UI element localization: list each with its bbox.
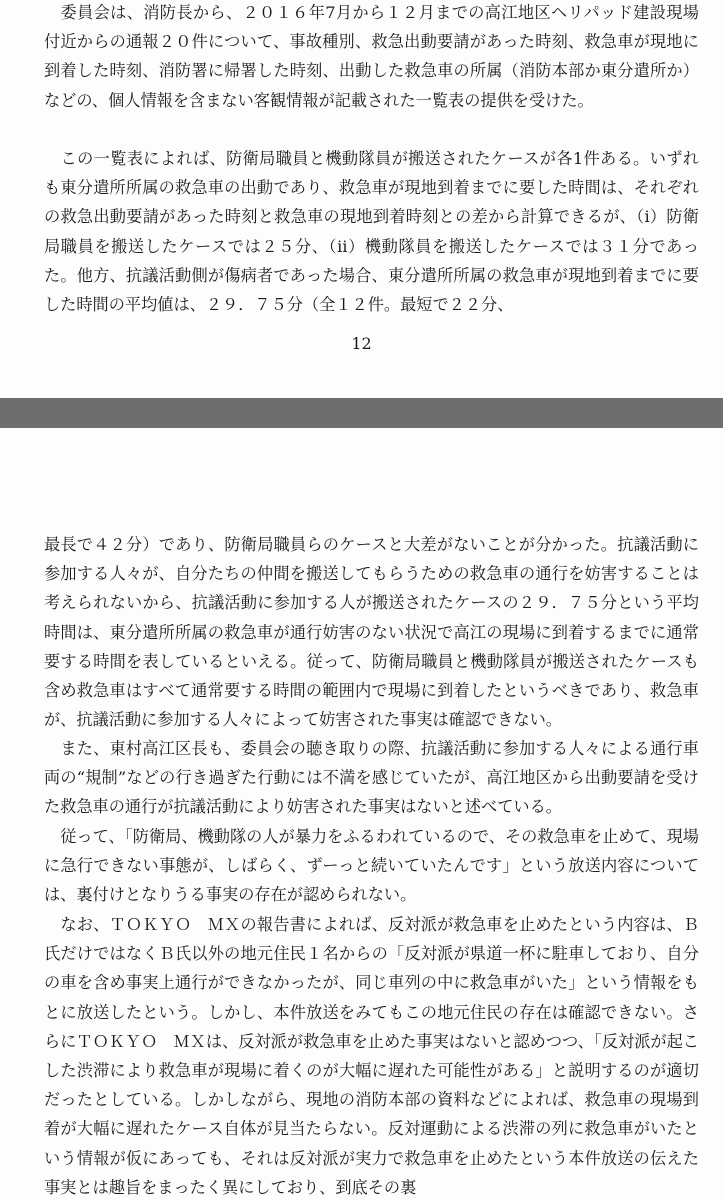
paragraph-district-head-statement: また、東村高江区長も、委員会の聴き取りの際、抗議活動に参加する人々による通行車両の“規制”などの行き過ぎた行動には不満を感じていたが、高江地区から出動要請を受けた救急車の通行が抗議活動により妨害された事実はないと述べている。 bbox=[44, 739, 699, 817]
page-number: 12 bbox=[351, 334, 372, 353]
document-page-upper bbox=[0, 0, 723, 398]
document-page-lower bbox=[0, 428, 723, 1200]
paragraph-broadcast-unsupported: 従って、「防衛局、機動隊の人が暴力をふるわれているので、その救急車を止めて、現場に急行できない事態が、しばらく、ずーっと続いていたんです」という放送内容については、裏付けとなりうる事実の存在が認められない。 bbox=[44, 827, 699, 905]
page-separator bbox=[0, 398, 723, 428]
paragraph-committee-data-request: 委員会は、消防長から、２０１６年7月から１２月までの高江地区ヘリパッド建設現場付近からの通報２０件について、事故種別、救急出動要請があった時刻、救急車が現地に到着した時刻、消防署に帰署した時刻、出動した救急車の所属（消防本部か東分遣所か）などの、個人情報を含まない客観情報が記載された一覧表の提供を受けた。 bbox=[44, 3, 699, 110]
paragraph-average-time-conclusion: 最長で４２分）であり、防衛局職員らのケースと大差がないことが分かった。抗議活動に参加する人々が、自分たちの仲間を搬送してもらうための救急車の通行を妨害することは考えられないから、抗議活動に参加する人が搬送されたケースの２９．７５分という平均時間は、東分遣所所属の救急車が通行妨害のない状況で高江の現場に到着するまでに通常要する時間を表しているといえる。従って、防衛局職員と機動隊員が搬送されたケースも含め救急車はすべて通常要する時間の範囲内で現場に到着したというべきであり、救急車が、抗議活動に参加する人々によって妨害された事実は確認できない。 bbox=[44, 535, 699, 730]
paragraph-tokyo-mx-report: なお、ＴＯＫＹＯ ＭＸの報告書によれば、反対派が救急車を止めたという内容は、Ｂ氏だけではなくＢ氏以外の地元住民１名からの「反対派が県道一杯に駐車しており、自分の車を含め事実上通行ができなかったが、同じ車列の中に救急車がいた」という情報をもとに放送したという。しかし、本件放送をみてもこの地元住民の存在は確認できない。さらにＴＯＫＹＯ ＭＸは、反対派が救急車を止めた事実はないと認めつつ、「反対派が起こした渋滞により救急車が現場に着くのが大幅に遅れた可能性がある」と説明するのが適切だったとしている。しかしながら、現地の消防本部の資料などによれば、救急車の現場到着が大幅に遅れたケース自体が見当たらない。反対運動による渋滞の列に救急車がいたという情報が仮にあっても、それは反対派が実力で救急車を止めたという本件放送の伝えた事実とは趣旨をまったく異にしており、到底その裏 bbox=[44, 915, 699, 1197]
paragraph-ambulance-arrival-times: この一覧表によれば、防衛局職員と機動隊員が搬送されたケースが各1件ある。いずれも東分遣所所属の救急車の出動であり、救急車が現地到着までに要した時間は、それぞれの救急出動要請があった時刻と救急車の現地到着時刻との差から計算できるが、（ⅰ）防衛局職員を搬送したケースでは２５分、（ⅱ）機動隊員を搬送したケースでは３１分であった。他方、抗議活動側が傷病者であった場合、東分遣所所属の救急車が現地到着までに要した時間の平均値は、２９．７５分（全１２件。最短で２２分、 bbox=[44, 149, 699, 315]
